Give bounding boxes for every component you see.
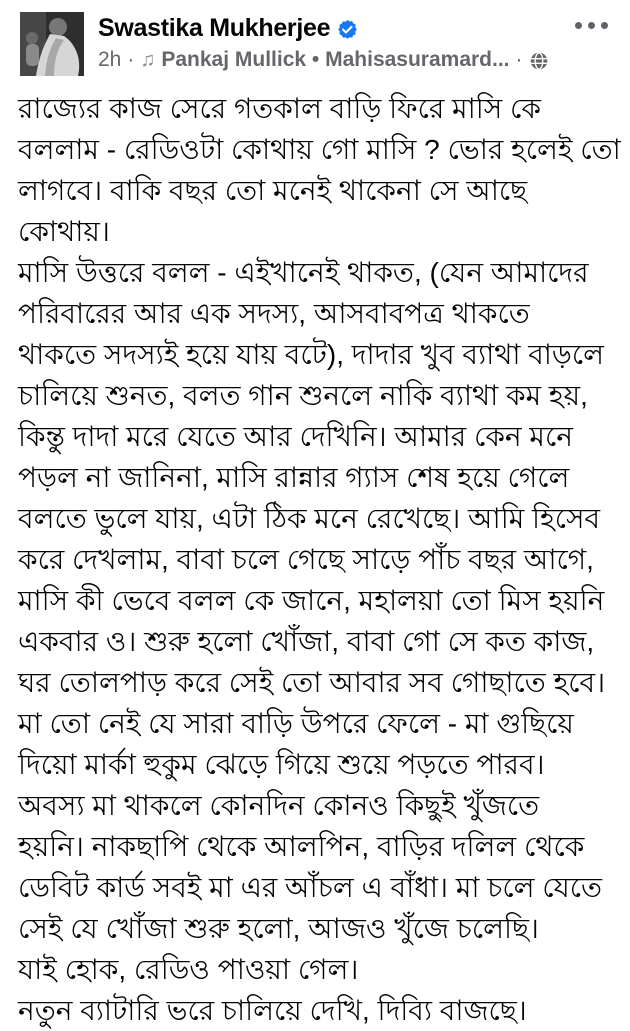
post-text-line: রাজ্যের কাজ সেরে গতকাল বাড়ি ফিরে মাসি কে — [18, 93, 541, 124]
post-meta-row — [98, 48, 614, 72]
post-text-line: হয়নি। নাকছাপি থেকে আলপিন, বাড়ির দলিল থেকে — [18, 831, 585, 862]
post-text-line: চালিয়ে শুনত, বলত গান শুনলে নাকি ব্যাথা কম হয়, — [18, 380, 588, 411]
header-text-column — [98, 12, 614, 72]
post-text-line: পড়ল না জানিনা, মাসি রান্নার গ্যাস শেষ হয়ে গেলে — [18, 462, 570, 493]
post-text-line: মাসি কী ভেবে বলল কে জানে, মহালয়া তো মিস হয়নি — [18, 585, 605, 616]
dot-icon — [601, 22, 608, 29]
post-text-line: একবার ও। শুরু হলো খোঁজা, বাবা গো সে কত কাজ, — [18, 626, 595, 657]
post-text-line: ঘর তোলপাড় করে সেই তো আবার সব গোছাতে হবে। — [18, 667, 606, 698]
post-text-line: কোথায়। — [18, 216, 110, 247]
post-text-line: ডেবিট কার্ড সবই মা এর আঁচল এ বাঁধা। মা চলে যেতে — [18, 872, 603, 903]
post-text-line-partial: নতুন ব্যাটারি ভরে চালিয়ে দেখি, দিব্যি বাজছে। — [18, 995, 527, 1026]
post-text-line: বললাম - রেডিওটা কোথায় গো মাসি ? ভোর হলেই তো — [18, 134, 621, 165]
profile-name-link[interactable]: Swastika Mukherjee — [98, 14, 331, 42]
dot-icon — [588, 22, 595, 29]
post-text-line: মা তো নেই যে সারা বাড়ি উপরে ফেলে - মা গুছিয়ে — [18, 708, 574, 739]
music-attribution-link[interactable]: Pankaj Mullick • Mahisasuramard... — [161, 48, 510, 71]
meta-separator: · — [515, 48, 523, 71]
post-text-line: লাগবে। বাকি বছর তো মনেই থাকেনা সে আছে — [18, 175, 528, 206]
post-body-text — [0, 88, 630, 1026]
post-header — [0, 0, 630, 76]
meta-separator: · — [127, 48, 135, 71]
post-text-line: মাসি উত্তরে বলল - এইখানেই থাকত, (যেন আমাদের — [18, 257, 589, 288]
post-text-line: পরিবারের আর এক সদস্য, আসবাবপত্র থাকতে — [18, 298, 530, 329]
post-options-button[interactable] — [571, 18, 612, 33]
dot-icon — [575, 22, 582, 29]
post-text-line: থাকতে সদস্যই হয়ে যায় বটে), দাদার খুব ব্যাথা বাড়লে — [18, 339, 605, 370]
post-text-line: যাই হোক, রেডিও পাওয়া গেল। — [18, 954, 359, 985]
music-note-icon: ♫ — [140, 49, 156, 71]
post-text-line: করে দেখলাম, বাবা চলে গেছে সাড়ে পাঁচ বছর আগে, — [18, 544, 594, 575]
post-text-line: দিয়ো মার্কা হুকুম ঝেড়ে গিয়ে শুয়ে পড়তে পারব। — [18, 749, 545, 780]
post-text-line: অবস্য মা থাকলে কোনদিন কোনও কিছুই খুঁজতে — [18, 790, 540, 821]
avatar[interactable] — [20, 12, 84, 76]
name-row — [98, 14, 614, 43]
avatar-photo-placeholder — [20, 12, 84, 76]
globe-privacy-icon — [529, 51, 549, 71]
post-text-line: সেই যে খোঁজা শুরু হলো, আজও খুঁজে চলেছি। — [18, 913, 539, 944]
post-text-line: বলতে ভুলে যায়, এটা ঠিক মনে রেখেছে। আমি হিসেব — [18, 503, 601, 534]
post-text-line: কিন্তু দাদা মরে যেতে আর দেখিনি। আমার কেন মনে — [18, 421, 573, 452]
timestamp[interactable]: 2h — [98, 48, 122, 71]
verified-badge-icon — [337, 19, 358, 40]
